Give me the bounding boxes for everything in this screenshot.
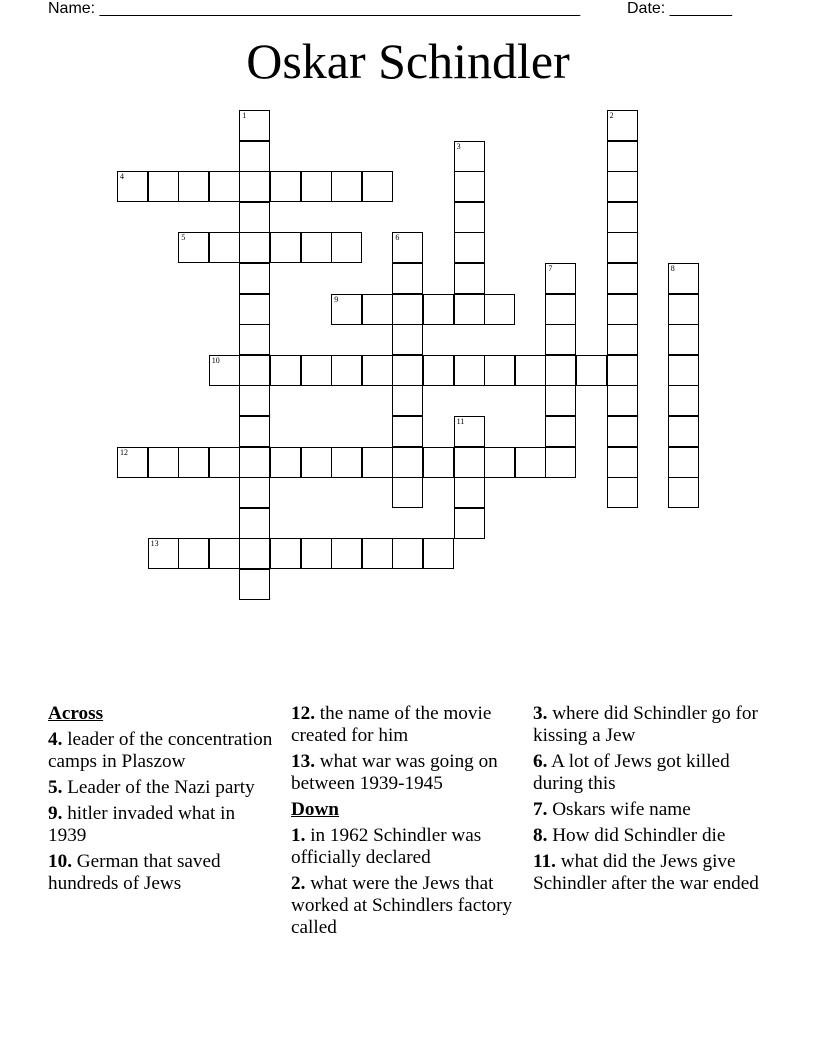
grid-cell[interactable] [239, 477, 270, 508]
across-heading: Across [48, 703, 104, 724]
grid-cell[interactable] [668, 447, 699, 478]
grid-cell[interactable] [545, 294, 576, 325]
grid-cell[interactable] [607, 477, 638, 508]
grid-cell[interactable] [392, 447, 423, 478]
grid-cell[interactable] [270, 171, 301, 202]
clue-down-2 [291, 873, 526, 939]
clue-number: 9. [48, 803, 63, 824]
grid-cell[interactable] [576, 355, 607, 386]
clue-number: 7. [533, 799, 548, 820]
grid-cell[interactable] [239, 232, 270, 263]
clue-number: 12. [291, 703, 315, 724]
grid-cell[interactable] [392, 324, 423, 355]
down-heading: Down [291, 799, 339, 820]
clue-text: the name of the movie created for him [291, 703, 492, 746]
grid-cell[interactable] [362, 355, 393, 386]
clue-number: 2. [291, 873, 306, 894]
clue-text: A lot of Jews got killed during this [533, 751, 730, 794]
clue-number: 3. [533, 703, 548, 724]
clue-down-6 [533, 751, 773, 795]
cell-number: 1 [242, 111, 247, 120]
date-field[interactable]: Date: _______ [627, 0, 732, 17]
grid-cell[interactable] [607, 294, 638, 325]
grid-cell[interactable] [392, 385, 423, 416]
grid-cell[interactable] [668, 385, 699, 416]
grid-cell[interactable] [331, 294, 362, 325]
grid-cell[interactable] [362, 447, 393, 478]
grid-cell[interactable] [545, 385, 576, 416]
cell-number: 9 [334, 294, 339, 304]
clue-text: German that saved hundreds of Jews [48, 851, 221, 894]
grid-cell[interactable] [239, 385, 270, 416]
grid-cell[interactable] [454, 416, 485, 447]
clue-number: 10. [48, 851, 72, 872]
grid-cell[interactable] [209, 355, 240, 386]
grid-cell[interactable] [331, 171, 362, 202]
grid-cell[interactable] [392, 355, 423, 386]
grid-cell[interactable] [117, 171, 148, 202]
grid-cell[interactable] [484, 447, 515, 478]
grid-cell[interactable] [331, 447, 362, 478]
grid-cell[interactable] [362, 294, 393, 325]
cell-number: 12 [120, 447, 128, 457]
grid-cell[interactable] [301, 538, 332, 569]
grid-cell[interactable] [331, 232, 362, 263]
grid-cell[interactable] [607, 355, 638, 386]
grid-cell[interactable] [239, 263, 270, 294]
grid-cell[interactable] [239, 447, 270, 478]
grid-cell[interactable] [209, 171, 240, 202]
grid-cell[interactable] [270, 355, 301, 386]
grid-cell[interactable] [301, 232, 332, 263]
grid-cell[interactable] [239, 171, 270, 202]
grid-cell[interactable] [423, 447, 454, 478]
clue-number: 11. [533, 851, 556, 872]
grid-cell[interactable] [239, 538, 270, 569]
clue-across-12 [291, 703, 526, 747]
grid-cell[interactable] [423, 355, 454, 386]
grid-cell[interactable] [668, 324, 699, 355]
grid-cell[interactable] [270, 232, 301, 263]
cell-number: 7 [548, 264, 553, 273]
grid-cell[interactable] [607, 202, 638, 233]
grid-cell[interactable] [239, 355, 270, 386]
clue-down-3 [533, 703, 773, 747]
grid-cell[interactable] [239, 569, 270, 600]
grid-cell[interactable] [362, 171, 393, 202]
clue-text: what did the Jews give Schindler after the war ended [533, 851, 759, 894]
grid-cell[interactable] [239, 202, 270, 233]
clue-text: leader of the concentration camps in Plaszow [48, 729, 273, 772]
grid-cell[interactable] [301, 171, 332, 202]
grid-cell[interactable] [209, 538, 240, 569]
clue-column-1 [48, 703, 278, 899]
grid-cell[interactable] [301, 355, 332, 386]
grid-cell[interactable] [668, 477, 699, 508]
grid-cell[interactable] [270, 447, 301, 478]
grid-cell[interactable] [392, 263, 423, 294]
grid-cell[interactable] [454, 508, 485, 539]
cell-number: 6 [395, 233, 400, 243]
grid-cell[interactable] [545, 355, 576, 386]
clue-across-5 [48, 777, 278, 799]
grid-cell[interactable] [239, 110, 270, 141]
clue-text: what were the Jews that worked at Schindlers factory called [291, 873, 513, 938]
clue-across-4 [48, 729, 278, 773]
cell-number: 3 [456, 141, 461, 151]
grid-cell[interactable] [607, 232, 638, 263]
clue-down-8 [533, 825, 773, 847]
grid-cell[interactable] [392, 538, 423, 569]
grid-cell[interactable] [515, 447, 546, 478]
grid-cell[interactable] [607, 141, 638, 172]
grid-cell[interactable] [454, 355, 485, 386]
grid-cell[interactable] [178, 447, 209, 478]
name-field[interactable]: Name: ______________________________________________________ [48, 0, 581, 17]
grid-cell[interactable] [392, 294, 423, 325]
grid-cell[interactable] [607, 110, 638, 141]
grid-cell[interactable] [148, 538, 179, 569]
cell-number: 4 [120, 172, 124, 182]
clue-text: what war was going on between 1939-1945 [291, 751, 498, 794]
grid-cell[interactable] [178, 538, 209, 569]
cell-number: 10 [211, 355, 220, 365]
grid-cell[interactable] [148, 171, 179, 202]
clue-text: Leader of the Nazi party [62, 777, 255, 798]
grid-cell[interactable] [392, 232, 423, 263]
cell-number: 5 [181, 233, 186, 243]
grid-cell[interactable] [454, 477, 485, 508]
grid-cell[interactable] [423, 294, 454, 325]
grid-cell[interactable] [239, 294, 270, 325]
grid-cell[interactable] [454, 447, 485, 478]
grid-cell[interactable] [148, 447, 179, 478]
clue-text: hitler invaded what in 1939 [48, 803, 236, 846]
clue-number: 13. [291, 751, 315, 772]
grid-cell[interactable] [117, 447, 148, 478]
grid-cell[interactable] [331, 538, 362, 569]
grid-cell[interactable] [545, 447, 576, 478]
clue-text: Oskars wife name [547, 799, 691, 820]
grid-cell[interactable] [668, 263, 699, 294]
cell-number: 13 [150, 539, 159, 549]
puzzle-title: Oskar Schindler [246, 33, 570, 89]
grid-cell[interactable] [484, 355, 515, 386]
grid-cell[interactable] [607, 171, 638, 202]
clue-column-3 [533, 703, 773, 899]
clue-across-13 [291, 751, 526, 795]
grid-cell[interactable] [331, 355, 362, 386]
grid-cell[interactable] [454, 263, 485, 294]
grid-cell[interactable] [239, 508, 270, 539]
grid-cell[interactable] [178, 171, 209, 202]
grid-cell[interactable] [209, 447, 240, 478]
clue-text: How did Schindler die [547, 825, 726, 846]
grid-cell[interactable] [270, 538, 301, 569]
clue-down-11 [533, 851, 773, 895]
grid-cell[interactable] [607, 324, 638, 355]
grid-cell[interactable] [607, 416, 638, 447]
grid-cell[interactable] [209, 232, 240, 263]
grid-cell[interactable] [515, 355, 546, 386]
grid-cell[interactable] [545, 416, 576, 447]
grid-cell[interactable] [301, 447, 332, 478]
clue-across-10 [48, 851, 278, 895]
grid-cell[interactable] [454, 294, 485, 325]
clue-column-2 [291, 703, 526, 943]
clue-number: 6. [533, 751, 548, 772]
cell-number: 11 [456, 417, 465, 426]
cell-number: 8 [670, 264, 675, 273]
grid-cell[interactable] [607, 385, 638, 416]
clue-text: in 1962 Schindler was officially declared [291, 825, 482, 868]
grid-cell[interactable] [239, 141, 270, 172]
grid-cell[interactable] [607, 263, 638, 294]
clue-number: 4. [48, 729, 63, 750]
grid-cell[interactable] [668, 355, 699, 386]
grid-cell[interactable] [392, 477, 423, 508]
clue-down-1 [291, 825, 526, 869]
grid-cell[interactable] [178, 232, 209, 263]
clue-across-9 [48, 803, 278, 847]
clue-number: 5. [48, 777, 63, 798]
grid-cell[interactable] [423, 538, 454, 569]
grid-cell[interactable] [545, 263, 576, 294]
clue-text: where did Schindler go for kissing a Jew [533, 703, 758, 746]
grid-cell[interactable] [545, 324, 576, 355]
clue-down-7 [533, 799, 773, 821]
grid-cell[interactable] [362, 538, 393, 569]
cell-number: 2 [609, 111, 614, 120]
grid-cell[interactable] [454, 202, 485, 233]
grid-cell[interactable] [607, 447, 638, 478]
grid-cell[interactable] [454, 141, 485, 172]
grid-cell[interactable] [239, 416, 270, 447]
grid-cell[interactable] [668, 294, 699, 325]
grid-cell[interactable] [454, 171, 485, 202]
grid-cell[interactable] [484, 294, 515, 325]
grid-cell[interactable] [668, 416, 699, 447]
clue-number: 8. [533, 825, 548, 846]
grid-cell[interactable] [392, 416, 423, 447]
grid-cell[interactable] [454, 232, 485, 263]
clue-number: 1. [291, 825, 306, 846]
grid-cell[interactable] [239, 324, 270, 355]
